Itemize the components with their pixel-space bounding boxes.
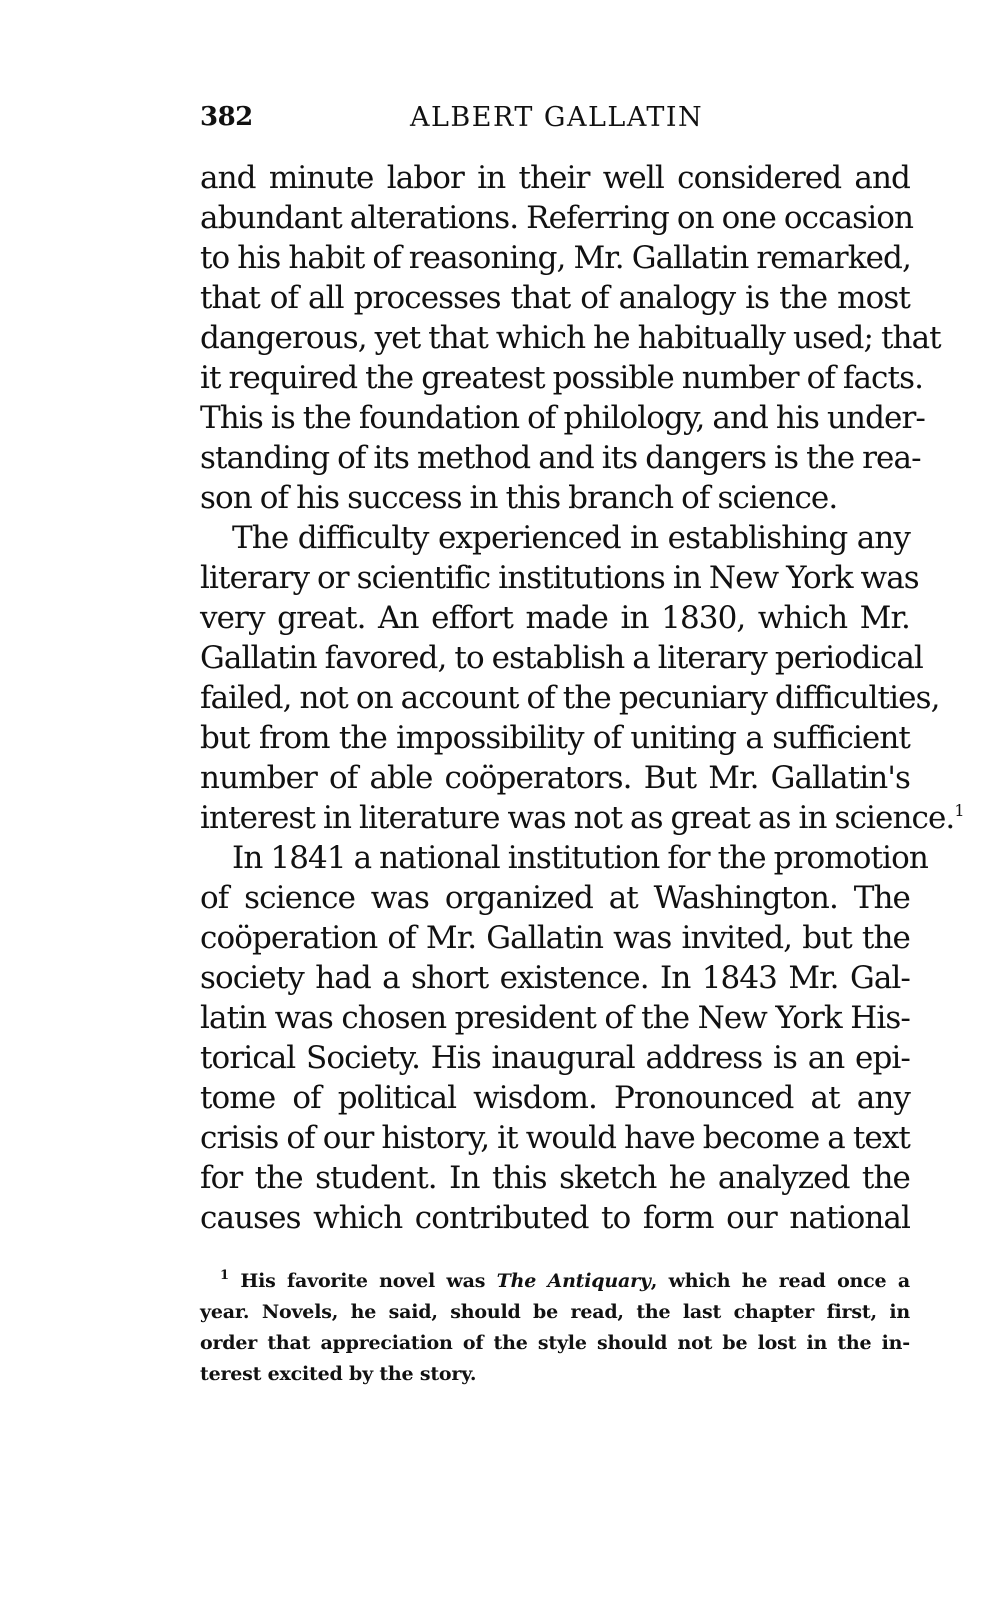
paragraph-1	[200, 158, 941, 518]
footnote-text: , which he read once a	[650, 1270, 910, 1292]
footnote-text: His favorite novel was	[240, 1270, 497, 1292]
footnote	[200, 1266, 910, 1390]
text-line: society had a short existence. In 1843 Mr. Gal-	[200, 960, 910, 996]
footnote-reference: 1	[954, 801, 964, 820]
paragraph-2	[200, 518, 964, 838]
footnote-line: terest excited by the story.	[200, 1363, 477, 1385]
footnote-line: year. Novels, he said, should be read, the last chapter first, in	[200, 1301, 910, 1323]
text-line: failed, not on account of the pecuniary difficulties,	[200, 680, 940, 716]
footnote-line	[200, 1266, 910, 1297]
footnote-line: order that appreciation of the style should not be lost in the in-	[200, 1332, 910, 1354]
text-line: of science was organized at Washington. The	[200, 880, 910, 916]
text-line: dangerous, yet that which he habitually used; that	[200, 320, 941, 356]
body-text	[200, 158, 964, 1238]
text-line: The difficulty experienced in establishing any	[232, 520, 910, 556]
footnote-marker: 1	[220, 1268, 229, 1283]
text-line: crisis of our history, it would have become a text	[200, 1120, 910, 1156]
running-title: ALBERT GALLATIN	[410, 102, 704, 133]
text-line: interest in literature was not as great as in science.	[200, 800, 955, 836]
text-line: number of able coöperators. But Mr. Gallatin's	[200, 760, 910, 796]
text-line: it required the greatest possible number of facts.	[200, 360, 924, 396]
text-line: causes which contributed to form our national	[200, 1200, 910, 1236]
text-line: Gallatin favored, to establish a literary periodical	[200, 640, 923, 676]
paragraph-3	[200, 838, 928, 1238]
text-line: to his habit of reasoning, Mr. Gallatin remarked,	[200, 240, 911, 276]
running-head	[200, 102, 910, 142]
text-line-with-note	[200, 798, 964, 838]
text-line: son of his success in this branch of science.	[200, 480, 838, 516]
text-line: and minute labor in their well considered and	[200, 160, 910, 196]
text-line: very great. An effort made in 1830, which Mr.	[200, 600, 910, 636]
text-line: coöperation of Mr. Gallatin was invited, but the	[200, 920, 910, 956]
text-line: standing of its method and its dangers is the rea-	[200, 440, 921, 476]
text-line: latin was chosen president of the New York His-	[200, 1000, 910, 1036]
text-line: but from the impossibility of uniting a sufficient	[200, 720, 910, 756]
text-line: tome of political wisdom. Pronounced at any	[200, 1080, 910, 1116]
text-line: This is the foundation of philology, and his under-	[200, 400, 925, 436]
text-line: torical Society. His inaugural address is an epi-	[200, 1040, 910, 1076]
text-line: abundant alterations. Referring on one occasion	[200, 200, 914, 236]
text-line: In 1841 a national institution for the promotion	[232, 840, 928, 876]
page-number: 382	[200, 102, 253, 132]
text-line: literary or scientific institutions in New York was	[200, 560, 919, 596]
text-line: that of all processes that of analogy is the most	[200, 280, 910, 316]
text-line: for the student. In this sketch he analyzed the	[200, 1160, 910, 1196]
book-title: The Antiquary	[496, 1270, 651, 1292]
